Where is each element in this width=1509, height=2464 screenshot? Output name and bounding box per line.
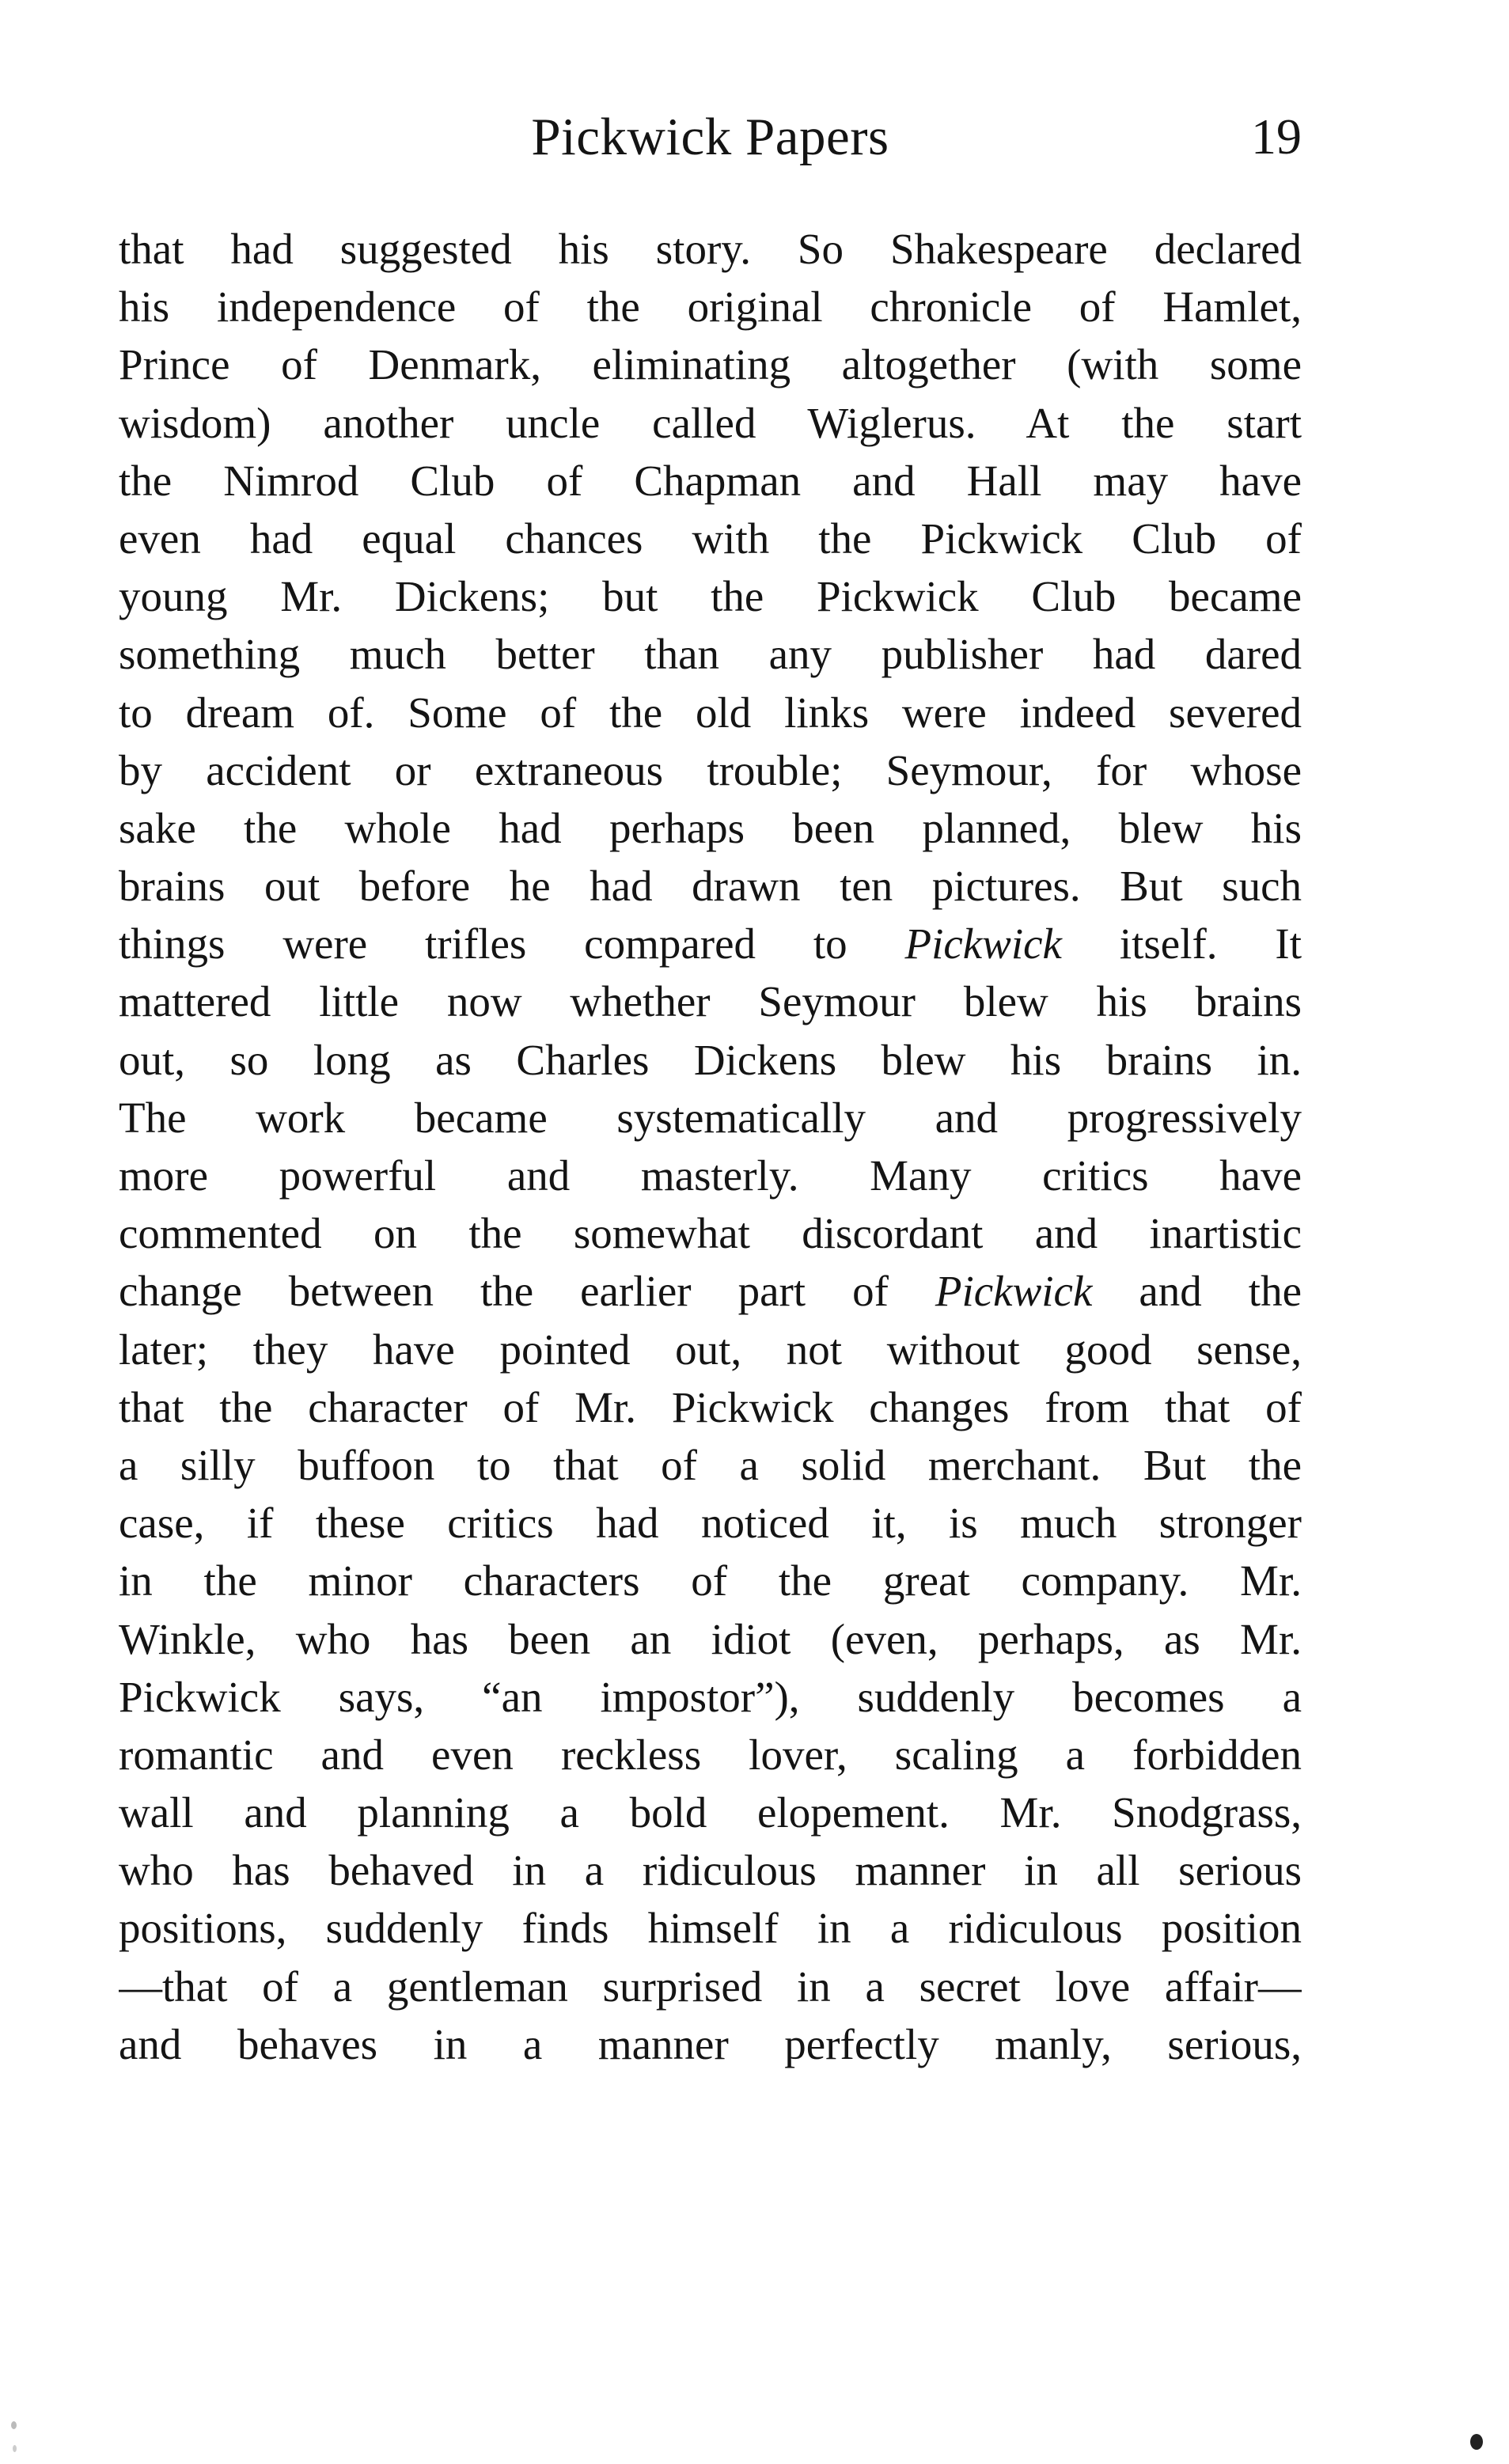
text-run: things were trifles compared to xyxy=(119,919,905,969)
scan-speck xyxy=(1470,2434,1483,2450)
text-line: more powerful and masterly. Many critics have xyxy=(119,1151,1302,1200)
text-run: itself. It xyxy=(1061,919,1302,969)
text-line: Winkle, who has been an idiot (even, perhaps, as Mr. xyxy=(119,1614,1302,1663)
text-line: even had equal chances with the Pickwick Club of xyxy=(119,514,1302,563)
text-line: young Mr. Dickens; but the Pickwick Club became xyxy=(119,572,1302,621)
scan-speck xyxy=(13,2445,17,2452)
body-text xyxy=(119,220,1302,2087)
text-line: romantic and even reckless lover, scaling a forbidden xyxy=(119,1730,1302,1779)
text-line xyxy=(119,915,1302,972)
text-line: that the character of Mr. Pickwick changes from that of xyxy=(119,1382,1302,1431)
book-title-italic: Pickwick xyxy=(935,1267,1093,1316)
text-line: something much better than any publisher had dared xyxy=(119,630,1302,679)
page-number: 19 xyxy=(1251,108,1302,165)
text-line: the Nimrod Club of Chapman and Hall may have xyxy=(119,456,1302,505)
running-head xyxy=(119,101,1302,172)
text-run: and the xyxy=(1092,1267,1302,1316)
text-line: mattered little now whether Seymour blew his brains xyxy=(119,977,1302,1026)
text-line: positions, suddenly finds himself in a ridiculous position xyxy=(119,1904,1302,1953)
text-line: wall and planning a bold elopement. Mr. Snodgrass, xyxy=(119,1788,1302,1837)
text-line: who has behaved in a ridiculous manner in all serious xyxy=(119,1846,1302,1895)
text-line: Prince of Denmark, eliminating altogether (with some xyxy=(119,340,1302,389)
text-line: The work became systematically and progressively xyxy=(119,1093,1302,1142)
text-line: brains out before he had drawn ten pictures. But such xyxy=(119,862,1302,911)
text-line: wisdom) another uncle called Wiglerus. At the start xyxy=(119,398,1302,447)
text-line: a silly buffoon to that of a solid merchant. But the xyxy=(119,1440,1302,1489)
text-line: and behaves in a manner perfectly manly, serious, xyxy=(119,2019,1302,2068)
text-line: in the minor characters of the great company. Mr. xyxy=(119,1556,1302,1605)
text-line: Pickwick says, “an impostor”), suddenly becomes a xyxy=(119,1672,1302,1721)
text-line: commented on the somewhat discordant and inartistic xyxy=(119,1209,1302,1258)
text-line: his independence of the original chronicle of Hamlet, xyxy=(119,282,1302,332)
text-line: by accident or extraneous trouble; Seymour, for whose xyxy=(119,745,1302,794)
text-line xyxy=(119,1262,1302,1320)
text-line: to dream of. Some of the old links were indeed severed xyxy=(119,688,1302,737)
text-line: later; they have pointed out, not without good sense, xyxy=(119,1325,1302,1374)
text-line: —that of a gentleman surprised in a secret love affair— xyxy=(119,1962,1302,2011)
text-line: case, if these critics had noticed it, is much stronger xyxy=(119,1499,1302,1548)
book-title-italic: Pickwick xyxy=(904,919,1062,969)
text-line: sake the whole had perhaps been planned, blew his xyxy=(119,803,1302,852)
text-line: that had suggested his story. So Shakespeare declared xyxy=(119,225,1302,273)
scan-speck xyxy=(11,2421,17,2429)
running-title: Pickwick Papers xyxy=(531,108,889,166)
text-run: change between the earlier part of xyxy=(119,1267,935,1316)
text-line: out, so long as Charles Dickens blew his brains in. xyxy=(119,1035,1302,1084)
